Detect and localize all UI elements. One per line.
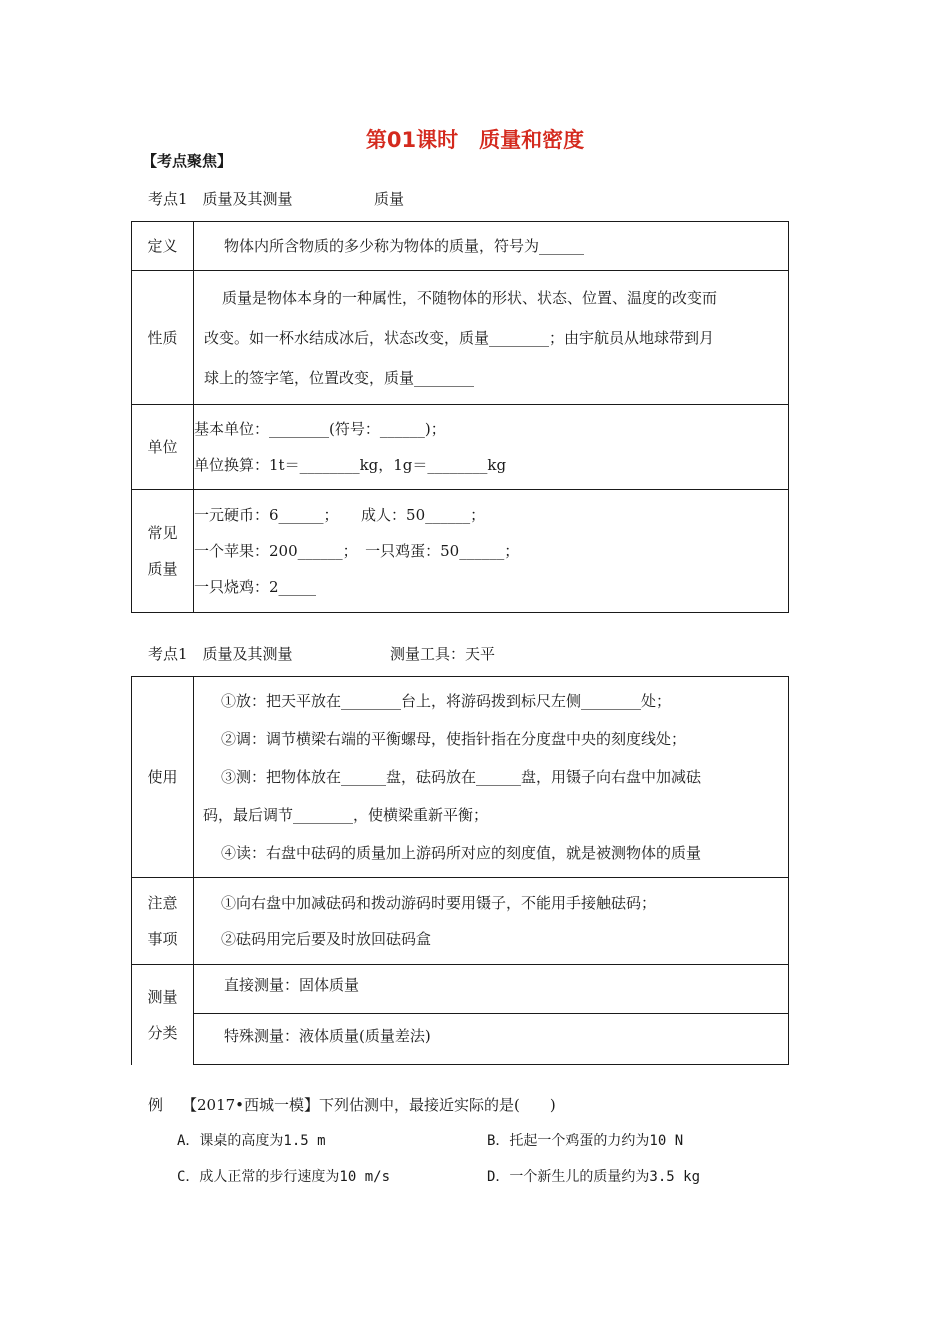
balance-table [131,676,789,1065]
section2-label: 考点1 质量及其测量 [148,645,293,663]
example-stem: 【2017•西城一模】下列估测中，最接近实际的是( ) [182,1096,556,1114]
table-row-classification [132,965,789,1065]
row-label: 性质 [132,271,194,405]
row-content [194,490,789,613]
row-line: ④读：右盘中砝码的质量加上游码所对应的刻度值，就是被测物体的质量 [221,844,702,862]
section2-topic: 测量工具：天平 [390,645,496,663]
row-label-line: 事项 [147,930,178,948]
sub-row-special: 特殊测量：液体质量(质量差法) [224,1027,431,1045]
option-b: B．托起一个鸡蛋的力约为10 N [487,1133,684,1149]
row-line: 质量是物体本身的一种属性，不随物体的形状、状态、位置、温度的改变而 [222,288,718,307]
section1-topic: 质量 [374,190,405,208]
row-label-line: 测量 [147,987,178,1006]
row-line: ①向右盘中加减砝码和拨动游码时要用镊子，不能用手接触砝码； [221,894,657,912]
table-row-notes [132,878,789,965]
row-line: 球上的签字笔，位置改变，质量________ [204,368,475,387]
row-line: ③测：把物体放在______盘，砝码放在______盘，用镊子向右盘中加减砝 [221,768,702,786]
row-label-line: 质量 [147,560,178,578]
row-label: 使用 [132,677,194,878]
row-content [194,405,789,490]
section1-label: 考点1 质量及其测量 [148,190,293,208]
table-row-definition [132,222,789,271]
row-label-line: 注意 [147,894,178,912]
row-line: ②调：调节横梁右端的平衡螺母，使指针指在分度盘中央的刻度线处； [221,730,687,748]
row-content [194,677,789,878]
row-label: 定义 [132,222,194,271]
table-row-common-mass [132,490,789,613]
row-label [132,878,194,965]
row-label: 单位 [132,405,194,490]
page-title: 第01课时 质量和密度 [365,128,585,152]
row-line: 一只烧鸡：2_____ [194,578,317,596]
row-line: 物体内所含物质的多少称为物体的质量，符号为______ [224,237,585,255]
table-row-property [132,271,789,405]
row-line: ①放：把天平放在________台上，将游码拨到标尺左侧________处； [221,692,672,710]
focus-header: 【考点聚焦】 [142,152,233,170]
option-c: C．成人正常的步行速度为10 m/s [177,1169,391,1185]
example-prefix: 例 [148,1096,164,1114]
row-line: 单位换算：1t＝________kg，1g＝________kg [194,456,507,474]
table-row-unit [132,405,789,490]
row-line: 一个苹果：200______； 一只鸡蛋：50______； [194,542,520,560]
row-content [194,878,789,965]
row-label [132,965,194,1065]
row-label-line: 分类 [147,1023,178,1042]
option-a: A．课桌的高度为1.5 m [177,1133,326,1149]
row-line: 改变。如一杯水结成冰后，状态改变，质量________；由宇航员从地球带到月 [204,328,715,347]
mass-table [131,221,789,613]
row-content [194,222,789,271]
table-row-usage [132,677,789,878]
row-line: 码，最后调节________，使横梁重新平衡； [203,806,489,824]
row-line: 一元硬币：6______； 成人：50______； [194,506,486,524]
row-label [132,490,194,613]
row-content [194,271,789,405]
sub-row-direct: 直接测量：固体质量 [194,965,788,1014]
row-content [194,965,789,1065]
row-line: ②砝码用完后要及时放回砝码盒 [221,930,432,948]
row-line: 基本单位：________(符号：______)； [194,420,446,438]
row-label-line: 常见 [147,524,178,542]
option-d: D．一个新生儿的质量约为3.5 kg [487,1169,701,1185]
